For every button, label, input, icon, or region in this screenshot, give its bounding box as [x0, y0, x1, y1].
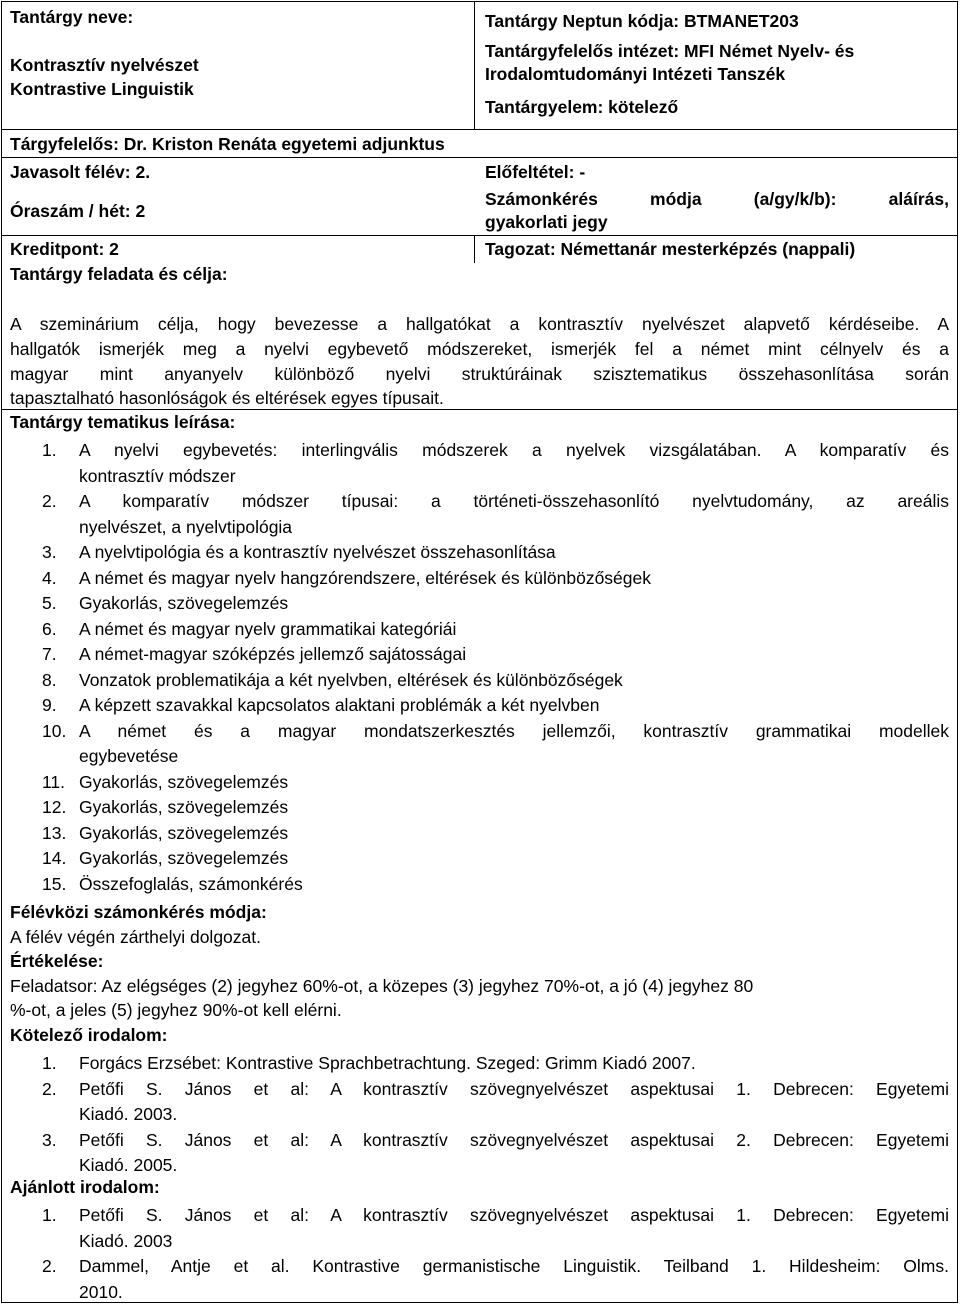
list-item-number: 11.: [42, 770, 65, 796]
list-item: [10, 489, 949, 540]
list-item-number: 8.: [42, 668, 57, 694]
divider: [2, 129, 957, 130]
subject-name-label: Tantárgy neve:: [10, 6, 133, 28]
list-item-text: Kiadó. 2003: [79, 1229, 949, 1255]
list-item-text: A német-magyar szóképzés jellemző sajátosságai: [79, 642, 949, 668]
list-item: [10, 821, 949, 847]
list-item-text: Kiadó. 2005.: [79, 1153, 949, 1179]
required-literature-label: Kötelező irodalom:: [10, 1024, 168, 1046]
list-item-number: 1.: [42, 1203, 57, 1229]
list-item-number: 13.: [42, 821, 66, 847]
list-item-text: Kiadó. 2003.: [79, 1102, 949, 1128]
midterm-label: Félévközi számonkérés módja:: [10, 901, 267, 923]
list-item-text: Vonzatok problematikája a két nyelvben, eltérések és különbözőségek: [79, 668, 949, 694]
divider: [2, 157, 957, 158]
recommended-literature-list: [42, 1203, 949, 1305]
semester: Javasolt félév: 2.: [10, 161, 150, 183]
divider: [2, 409, 957, 410]
goal-line: tapasztalható hasonlóságok és eltérések egyes típusait.: [10, 387, 444, 409]
recommended-literature-label: Ajánlott irodalom:: [10, 1176, 160, 1198]
list-item-text: Gyakorlás, szövegelemzés: [79, 770, 949, 796]
list-item-text: Dammel, Antje et al. Kontrastive germanistische Linguistik. Teilband 1. Hildesheim: Olms.: [79, 1254, 949, 1280]
neptun-code: Tantárgy Neptun kódja: BTMANET203: [485, 10, 799, 32]
goal-line: magyar mint anyanyelv különböző nyelvi struktúráinak szisztematikus összehasonlítása során: [10, 363, 949, 385]
list-item: [42, 1051, 949, 1077]
list-item-number: 10.: [42, 719, 66, 745]
list-item-text: nyelvészet, a nyelvtipológia: [79, 515, 949, 541]
list-item-number: 2.: [42, 1254, 57, 1280]
list-item-number: 3.: [42, 1128, 57, 1154]
list-item-text: kontrasztív módszer: [79, 464, 949, 490]
subject-name-de: Kontrastive Linguistik: [10, 78, 194, 100]
list-item-number: 1.: [42, 438, 57, 464]
evaluation-line: Feladatsor: Az elégséges (2) jegyhez 60%-ot, a közepes (3) jegyhez 70%-ot, a jó (4) jegyhez 80: [10, 975, 753, 997]
midterm-text: A félév végén zárthelyi dolgozat.: [10, 926, 261, 948]
institute-line2: Irodalomtudományi Intézeti Tanszék: [485, 63, 785, 85]
list-item-text: A német és magyar nyelv hangzórendszere, eltérések és különbözőségek: [79, 566, 949, 592]
list-item-number: 3.: [42, 540, 57, 566]
list-item: [10, 642, 949, 668]
list-item-text: A nyelvi egybevetés: interlingvális módszerek a nyelvek vizsgálatában. A komparatív és: [79, 438, 949, 464]
divider: [474, 2, 475, 129]
list-item-text: A német és magyar nyelv grammatikai kategóriái: [79, 617, 949, 643]
list-item-text: 2010.: [79, 1280, 949, 1305]
list-item-text: A német és a magyar mondatszerkesztés jellemzői, kontrasztív grammatikai modellek: [79, 719, 949, 745]
list-item-text: Gyakorlás, szövegelemzés: [79, 821, 949, 847]
list-item-text: A képzett szavakkal kapcsolatos alaktani problémák a két nyelvben: [79, 693, 949, 719]
required-literature-list: [42, 1051, 949, 1179]
hours: Óraszám / hét: 2: [10, 200, 145, 222]
credits: Kreditpont: 2: [10, 238, 119, 260]
program: Tagozat: Némettanár mesterképzés (nappali): [485, 238, 855, 260]
list-item-number: 12.: [42, 795, 66, 821]
list-item: [10, 540, 949, 566]
list-item-number: 5.: [42, 591, 57, 617]
list-item-text: Gyakorlás, szövegelemzés: [79, 795, 949, 821]
list-item: [42, 1203, 949, 1254]
course-sheet: [1, 1, 958, 1303]
list-item: [10, 795, 949, 821]
list-item-number: 7.: [42, 642, 57, 668]
list-item-text: Összefoglalás, számonkérés: [79, 872, 949, 898]
assessment-line1: Számonkérés módja (a/gy/k/b): aláírás,: [485, 188, 949, 210]
list-item-text: A komparatív módszer típusai: a történeti-összehasonlító nyelvtudomány, az areális: [79, 489, 949, 515]
list-item-text: Gyakorlás, szövegelemzés: [79, 591, 949, 617]
list-item-number: 9.: [42, 693, 57, 719]
subject-element: Tantárgyelem: kötelező: [485, 96, 678, 118]
list-item: [10, 846, 949, 872]
list-item: [42, 1077, 949, 1128]
list-item: [10, 617, 949, 643]
topics-label: Tantárgy tematikus leírása:: [10, 411, 235, 433]
list-item-number: 2.: [42, 1077, 57, 1103]
institute-line1: Tantárgyfelelős intézet: MFI Német Nyelv- és: [485, 40, 854, 62]
list-item-text: Petőfi S. János et al: A kontrasztív szövegnyelvészet aspektusai 1. Debrecen: Egyetemi: [79, 1077, 949, 1103]
goal-line: hallgatók ismerjék meg a nyelvi egybevető módszereket, ismerjék fel a német mint célnyelv és a: [10, 338, 949, 360]
list-item: [42, 1128, 949, 1179]
list-item-text: A nyelvtipológia és a kontrasztív nyelvészet összehasonlítása: [79, 540, 949, 566]
list-item-text: Petőfi S. János et al: A kontrasztív szövegnyelvészet aspektusai 2. Debrecen: Egyetemi: [79, 1128, 949, 1154]
list-item-text: Petőfi S. János et al: A kontrasztív szövegnyelvészet aspektusai 1. Debrecen: Egyetemi: [79, 1203, 949, 1229]
list-item: [10, 770, 949, 796]
subject-name-hu: Kontrasztív nyelvészet: [10, 54, 199, 76]
list-item-text: Gyakorlás, szövegelemzés: [79, 846, 949, 872]
list-item-number: 2.: [42, 489, 57, 515]
list-item: [10, 591, 949, 617]
topics-list: [10, 438, 949, 897]
list-item: [10, 566, 949, 592]
assessment-line2: gyakorlati jegy: [485, 211, 608, 233]
goal-line: A szeminárium célja, hogy bevezesse a hallgatókat a kontrasztív nyelvészet alapvető kérdéseibe. A: [10, 313, 949, 335]
list-item: [10, 438, 949, 489]
evaluation-label: Értékelése:: [10, 950, 103, 972]
list-item-text: egybevetése: [79, 744, 949, 770]
list-item-number: 6.: [42, 617, 57, 643]
evaluation-line: %-ot, a jeles (5) jegyhez 90%-ot kell elérni.: [10, 999, 342, 1021]
list-item: [10, 668, 949, 694]
goal-label: Tantárgy feladata és célja:: [10, 263, 228, 285]
responsible: Tárgyfelelős: Dr. Kriston Renáta egyetemi adjunktus: [10, 133, 445, 155]
prerequisite: Előfeltétel: -: [485, 161, 585, 183]
list-item-number: 14.: [42, 846, 66, 872]
list-item-number: 15.: [42, 872, 66, 898]
list-item: [42, 1254, 949, 1305]
list-item-text: Forgács Erzsébet: Kontrastive Sprachbetrachtung. Szeged: Grimm Kiadó 2007.: [79, 1051, 949, 1077]
list-item: [10, 693, 949, 719]
list-item-number: 1.: [42, 1051, 57, 1077]
divider: [474, 235, 475, 263]
divider: [2, 235, 957, 236]
list-item: [10, 719, 949, 770]
list-item-number: 4.: [42, 566, 57, 592]
list-item: [10, 872, 949, 898]
